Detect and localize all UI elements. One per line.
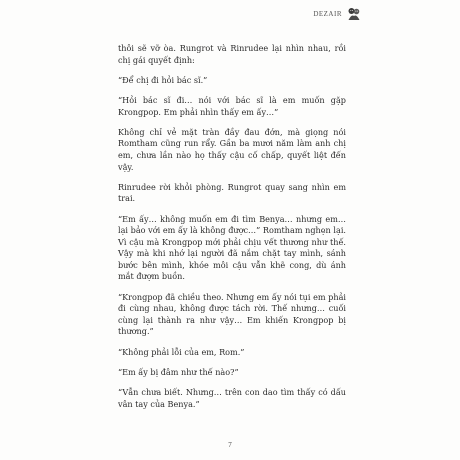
chapter-text <box>118 43 346 419</box>
paragraph: “Để chị đi hỏi bác sĩ.” <box>118 74 208 85</box>
paragraph: thôi sẽ vỡ òa. Rungrot và Rinrudee lại nhìn nhau, rồi chị gái quyết định: <box>118 43 346 65</box>
paragraph: “Không phải lỗi của em, Rom.” <box>118 346 245 357</box>
paragraph: “Krongpop đã chiều theo. Nhưng em ấy nói tụi em phải đi cùng nhau, không được tách rời. Thế nhưng… cuối cùng lại thành ra như vậy… Em khiến Krongpop bị thương.” <box>118 291 346 337</box>
paragraph: “Vẫn chưa biết. Nhưng… trên con dao tìm thấy có dấu vân tay của Benya.” <box>118 387 346 409</box>
paragraph: Không chỉ vẻ mặt tràn đầy đau đớn, mà giọng nói Romtham cũng run rẩy. Gần ba mươi năm làm anh chị em, chưa lần nào họ thấy cậu cố chấp, quyết liệt đến vậy. <box>118 126 346 172</box>
paragraph: “Em ấy bị đâm như thế nào?” <box>118 366 239 377</box>
page-number: 7 <box>228 441 232 449</box>
two-figures-logo-icon <box>346 6 362 22</box>
running-header <box>313 6 362 22</box>
paragraph: Rinrudee rời khỏi phòng. Rungrot quay sang nhìn em trai. <box>118 181 346 204</box>
publisher-brand: DEZAIR <box>313 10 342 18</box>
paragraph: “Hỏi bác sĩ đi… nói với bác sĩ là em muốn gặp Krongpop. Em phải nhìn thấy em ấy…” <box>118 94 346 117</box>
paragraph: “Em ấy… không muốn em đi tìm Benya… nhưng em… lại bảo với em ấy là không được…” Romtham nghẹn lại. Vì cậu mà Krongpop mới phải chịu vết thương như thế. Vậy mà khi nhớ lại người đã nắm chặt tay mình, sánh bước bên mình, khóe môi cậu vẫn khẽ cong, dù ánh mắt đượm buồn. <box>118 213 346 282</box>
